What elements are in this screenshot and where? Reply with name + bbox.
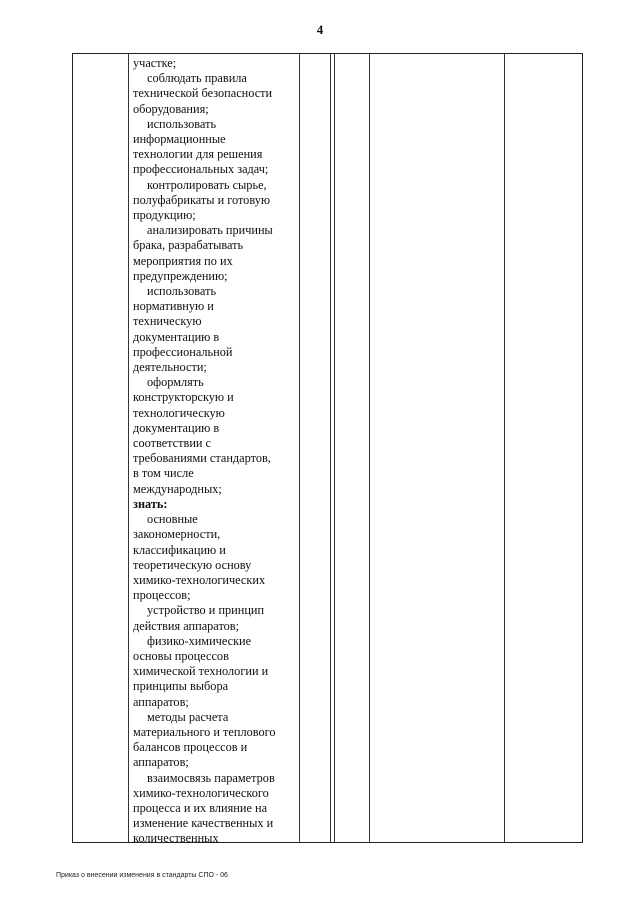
text-line: химической технологии и — [133, 664, 269, 679]
text-line: соответствии с — [133, 436, 212, 451]
text-line: в том числе — [133, 466, 194, 481]
text-line: физико-химические — [147, 633, 252, 648]
competency-text-cell — [133, 56, 293, 847]
text-line: контролировать сырье, — [147, 177, 267, 192]
text-line: действия аппаратов; — [133, 618, 240, 633]
text-line: технологии для решения — [133, 147, 263, 162]
text-line: оборудования; — [133, 101, 209, 116]
text-line: теоретическую основу — [133, 557, 252, 572]
text-line: аппаратов; — [133, 694, 189, 709]
text-line: оформлять — [147, 375, 204, 390]
text-line: принципы выбора — [133, 679, 229, 694]
text-line: методы расчета — [147, 709, 229, 724]
text-line: закономерности, — [133, 527, 221, 542]
column-divider — [504, 54, 505, 842]
page-number: 4 — [316, 22, 324, 37]
text-line: профессиональной — [133, 344, 233, 359]
text-line: нормативную и — [133, 299, 214, 314]
text-line: международных; — [133, 481, 222, 496]
text-line: брака, разрабатывать — [133, 238, 244, 253]
text-line: участке; — [133, 56, 177, 70]
column-divider — [330, 54, 331, 842]
text-line: деятельности; — [133, 360, 207, 375]
text-line: профессиональных задач; — [133, 162, 269, 177]
text-line: основы процессов — [133, 648, 229, 663]
text-line: использовать — [147, 284, 217, 299]
text-line: аппаратов; — [133, 755, 189, 770]
text-line: изменение качественных и — [133, 816, 274, 831]
text-line: классификацию и — [133, 542, 226, 557]
text-line: материального и теплового — [133, 724, 276, 739]
text-line: предупреждению; — [133, 268, 228, 283]
column-divider — [334, 54, 335, 842]
text-line: техническую — [133, 314, 202, 329]
text-line: информационные — [133, 132, 226, 147]
text-line: анализировать причины — [147, 223, 273, 238]
text-line: количественных — [133, 831, 219, 846]
text-line: процессов; — [133, 588, 191, 603]
text-line: конструкторскую и — [133, 390, 234, 405]
text-line: устройство и принцип — [147, 603, 265, 618]
section-heading: знать: — [133, 496, 168, 511]
text-line: требованиями стандартов, — [133, 451, 271, 466]
text-line: соблюдать правила — [147, 71, 247, 86]
text-line: технологическую — [133, 405, 225, 420]
text-line: продукцию; — [133, 208, 196, 223]
column-divider — [299, 54, 300, 842]
text-line: документацию в — [133, 420, 220, 435]
footer-note: Приказ о внесении изменения в стандарты СПО - 06 — [56, 872, 228, 879]
column-divider — [128, 54, 129, 842]
text-line: химико-технологического — [133, 785, 269, 800]
text-line: документацию в — [133, 329, 220, 344]
text-line: полуфабрикаты и готовую — [133, 192, 271, 207]
text-line: технической безопасности — [133, 86, 273, 101]
text-line: мероприятия по их — [133, 253, 233, 268]
text-line: использовать — [147, 116, 217, 131]
text-line: взаимосвязь параметров — [147, 770, 275, 785]
text-line: основные — [147, 512, 198, 527]
text-line: химико-технологических — [133, 572, 266, 587]
text-line: процесса и их влияние на — [133, 800, 268, 815]
column-divider — [369, 54, 370, 842]
text-line: балансов процессов и — [133, 740, 248, 755]
